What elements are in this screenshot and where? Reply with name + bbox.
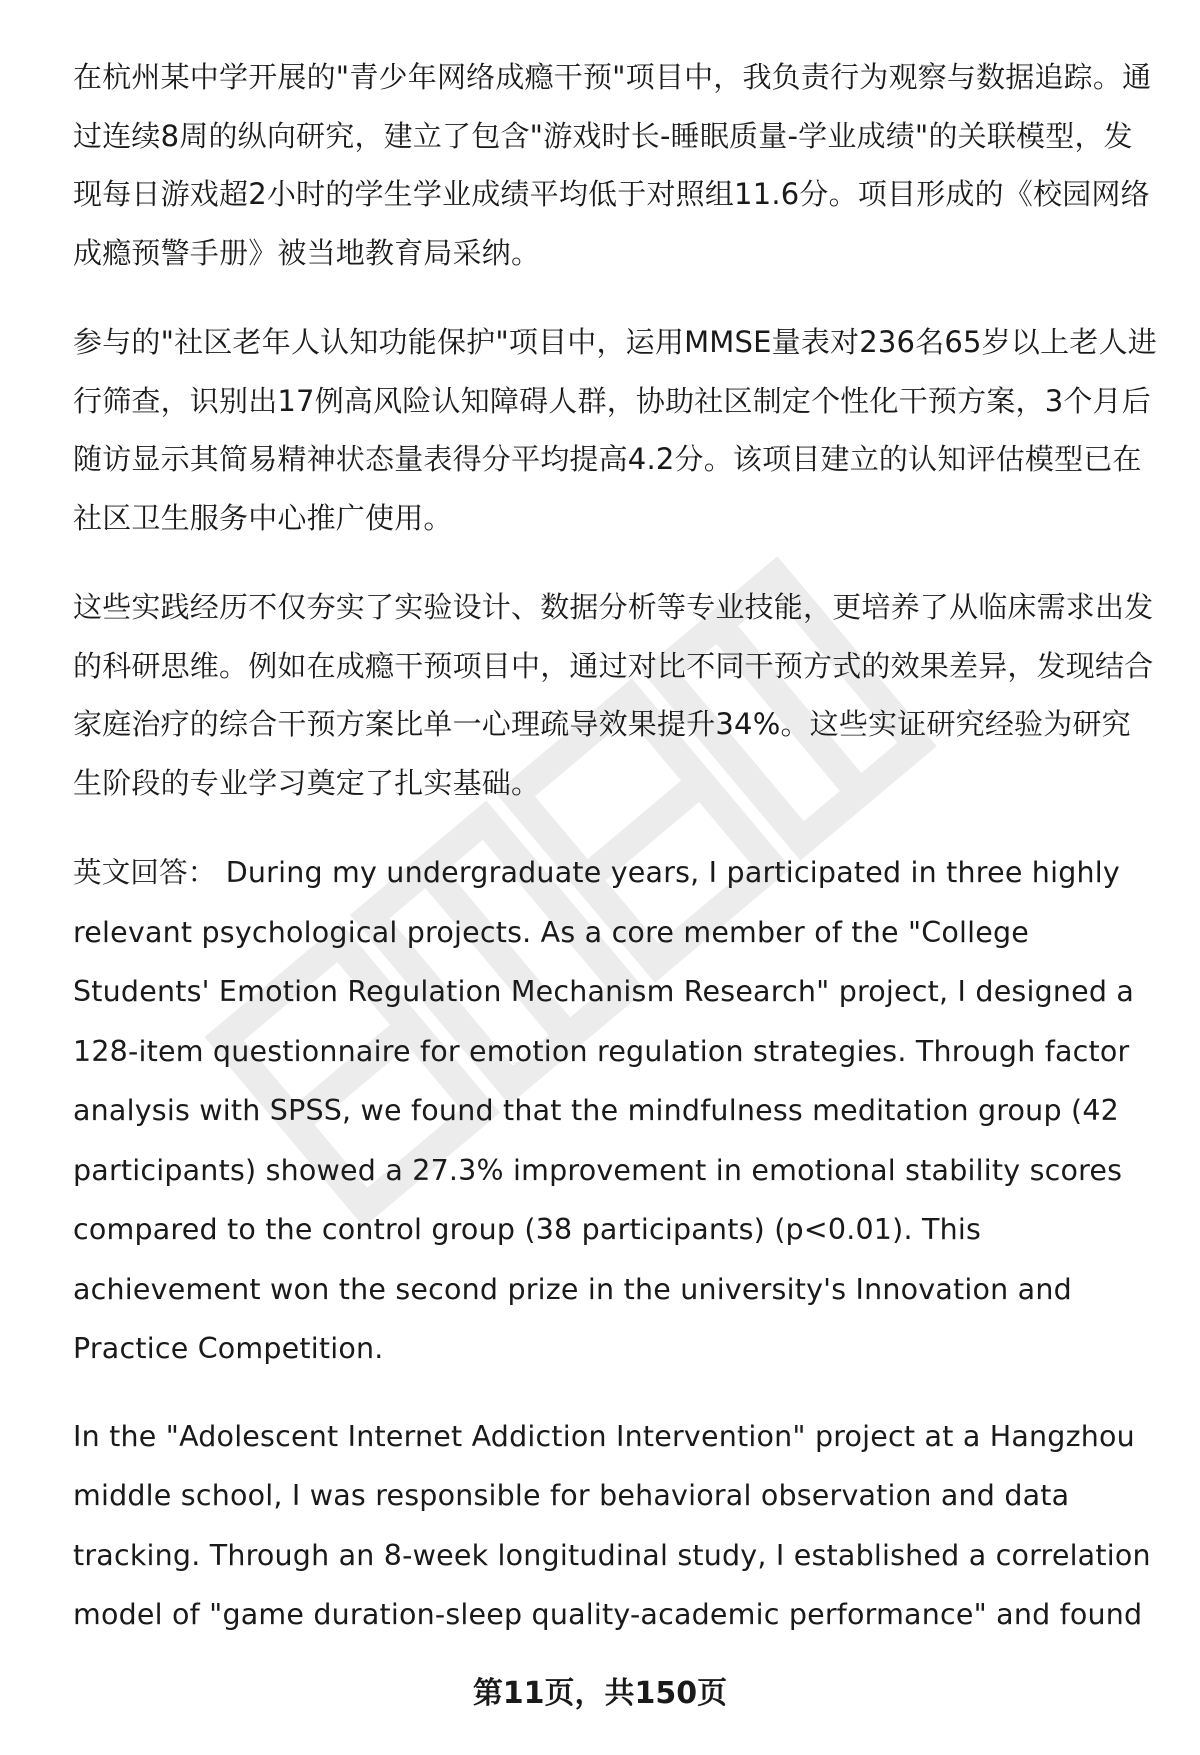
paragraph-internet-addiction-en: In the "Adolescent Internet Addiction Intervention" project at a Hangzhou middle school, I was responsible for behavioral observation and data tracking. Through an 8-week longitudinal study, I established a correlation model of "game duration-sleep quality-academic performance" and found [73,1419,1151,1631]
document-body [73,48,1158,1673]
page-number-footer: 第11页，共150页 [472,1676,728,1711]
paragraph-english-answer: 英文回答： During my undergraduate years, I participated in three highly relevant psychological projects. As a core member of the "College Students' Emotion Regulation Mechanism Research" project, I designed a 128-item questionnaire for emotion regulation strategies. Through factor analysis with SPSS, we found that the mindfulness meditation group (42 participants) showed a 27.3% improvement in emotional stability scores compared to the control group (38 participants) (p<0.01). This achievement won the second prize in the university's Innovation and Practice Competition. [73,856,1135,1365]
paragraph-summary-zh: 这些实践经历不仅夯实了实验设计、数据分析等专业技能，更培养了从临床需求出发的科研思维。例如在成瘾干预项目中，通过对比不同干预方式的效果差异，发现结合家庭治疗的综合干预方案比单一心理疏导效果提升34%。这些实证研究经验为研究生阶段的专业学习奠定了扎实基础。 [73,590,1154,800]
paragraph-elderly-cognition-zh: 参与的"社区老年人认知功能保护"项目中，运用MMSE量表对236名65岁以上老人进行筛查，识别出17例高风险认知障碍人群，协助社区制定个性化干预方案，3个月后随访显示其简易精神状态量表得分平均提高4.2分。该项目建立的认知评估模型已在社区卫生服务中心推广使用。 [73,325,1157,535]
paragraph-internet-addiction-zh: 在杭州某中学开展的"青少年网络成瘾干预"项目中，我负责行为观察与数据追踪。通过连续8周的纵向研究，建立了包含"游戏时长-睡眠质量-学业成绩"的关联模型，发现每日游戏超2小时的学生学业成绩平均低于对照组11.6分。项目形成的《校园网络成瘾预警手册》被当地教育局采纳。 [73,60,1152,270]
